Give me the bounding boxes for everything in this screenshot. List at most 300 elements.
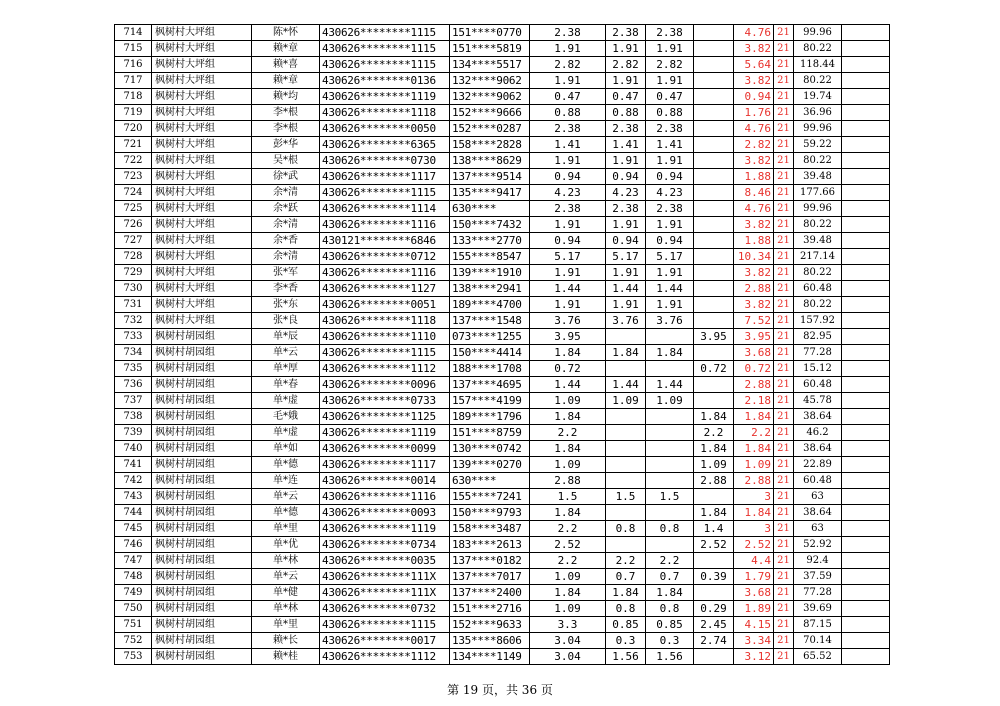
village-group-cell: 枫树村大坪组 bbox=[152, 217, 252, 233]
table-row bbox=[115, 409, 890, 425]
note-cell bbox=[842, 633, 890, 649]
phone-cell: 137****9514 bbox=[450, 169, 530, 185]
area-c-cell bbox=[694, 185, 734, 201]
row-number-cell: 727 bbox=[115, 233, 152, 249]
rate-cell: 21 bbox=[774, 217, 794, 233]
table-row bbox=[115, 345, 890, 361]
area-b-cell: 0.47 bbox=[646, 89, 694, 105]
area-c-cell: 1.84 bbox=[694, 409, 734, 425]
area-cell: 5.17 bbox=[530, 249, 606, 265]
rate-cell: 21 bbox=[774, 313, 794, 329]
total-area-cell: 1.79 bbox=[734, 569, 774, 585]
table-row bbox=[115, 233, 890, 249]
rate-cell: 21 bbox=[774, 601, 794, 617]
amount-cell: 80.22 bbox=[794, 217, 842, 233]
area-cell: 0.72 bbox=[530, 361, 606, 377]
rate-cell: 21 bbox=[774, 201, 794, 217]
phone-cell: 132****9062 bbox=[450, 73, 530, 89]
area-b-cell: 1.44 bbox=[646, 377, 694, 393]
table-row bbox=[115, 169, 890, 185]
amount-cell: 80.22 bbox=[794, 265, 842, 281]
area-b-cell: 2.2 bbox=[646, 553, 694, 569]
note-cell bbox=[842, 409, 890, 425]
phone-cell: 073****1255 bbox=[450, 329, 530, 345]
name-cell: 单*德 bbox=[252, 505, 320, 521]
note-cell bbox=[842, 73, 890, 89]
rate-cell: 21 bbox=[774, 569, 794, 585]
area-c-cell bbox=[694, 57, 734, 73]
note-cell bbox=[842, 233, 890, 249]
name-cell: 单*连 bbox=[252, 473, 320, 489]
name-cell: 彭*华 bbox=[252, 137, 320, 153]
area-cell: 2.82 bbox=[530, 57, 606, 73]
area-b-cell bbox=[646, 505, 694, 521]
amount-cell: 39.48 bbox=[794, 233, 842, 249]
note-cell bbox=[842, 377, 890, 393]
area-c-cell bbox=[694, 137, 734, 153]
name-cell: 单*如 bbox=[252, 441, 320, 457]
rate-cell: 21 bbox=[774, 329, 794, 345]
village-group-cell: 枫树村胡园组 bbox=[152, 393, 252, 409]
id-number-cell: 430626********0734 bbox=[320, 537, 450, 553]
area-cell: 1.5 bbox=[530, 489, 606, 505]
village-group-cell: 枫树村胡园组 bbox=[152, 425, 252, 441]
area-c-cell bbox=[694, 73, 734, 89]
area-cell: 1.84 bbox=[530, 441, 606, 457]
village-group-cell: 枫树村胡园组 bbox=[152, 377, 252, 393]
phone-cell: 151****8759 bbox=[450, 425, 530, 441]
area-a-cell: 0.94 bbox=[606, 233, 646, 249]
name-cell: 赖*长 bbox=[252, 633, 320, 649]
table-row bbox=[115, 329, 890, 345]
row-number-cell: 750 bbox=[115, 601, 152, 617]
area-b-cell bbox=[646, 457, 694, 473]
name-cell: 余*清 bbox=[252, 185, 320, 201]
name-cell: 张*东 bbox=[252, 297, 320, 313]
village-group-cell: 枫树村胡园组 bbox=[152, 537, 252, 553]
area-b-cell: 0.94 bbox=[646, 169, 694, 185]
table-row bbox=[115, 649, 890, 665]
area-cell: 1.91 bbox=[530, 297, 606, 313]
id-number-cell: 430626********1117 bbox=[320, 457, 450, 473]
total-area-cell: 1.84 bbox=[734, 441, 774, 457]
area-b-cell: 1.91 bbox=[646, 73, 694, 89]
row-number-cell: 721 bbox=[115, 137, 152, 153]
area-cell: 1.91 bbox=[530, 217, 606, 233]
name-cell: 李*根 bbox=[252, 121, 320, 137]
id-number-cell: 430626********1119 bbox=[320, 425, 450, 441]
total-area-cell: 3.12 bbox=[734, 649, 774, 665]
note-cell bbox=[842, 617, 890, 633]
row-number-cell: 749 bbox=[115, 585, 152, 601]
amount-cell: 22.89 bbox=[794, 457, 842, 473]
village-group-cell: 枫树村大坪组 bbox=[152, 89, 252, 105]
note-cell bbox=[842, 201, 890, 217]
row-number-cell: 724 bbox=[115, 185, 152, 201]
area-c-cell: 1.84 bbox=[694, 441, 734, 457]
area-c-cell bbox=[694, 553, 734, 569]
note-cell bbox=[842, 281, 890, 297]
amount-cell: 39.48 bbox=[794, 169, 842, 185]
table-row bbox=[115, 521, 890, 537]
row-number-cell: 744 bbox=[115, 505, 152, 521]
note-cell bbox=[842, 393, 890, 409]
note-cell bbox=[842, 537, 890, 553]
total-area-cell: 1.88 bbox=[734, 233, 774, 249]
area-c-cell: 2.88 bbox=[694, 473, 734, 489]
phone-cell: 155****7241 bbox=[450, 489, 530, 505]
village-group-cell: 枫树村胡园组 bbox=[152, 569, 252, 585]
id-number-cell: 430626********1115 bbox=[320, 185, 450, 201]
table-row bbox=[115, 457, 890, 473]
village-group-cell: 枫树村胡园组 bbox=[152, 553, 252, 569]
table-row bbox=[115, 185, 890, 201]
row-number-cell: 739 bbox=[115, 425, 152, 441]
row-number-cell: 743 bbox=[115, 489, 152, 505]
note-cell bbox=[842, 121, 890, 137]
area-c-cell bbox=[694, 121, 734, 137]
amount-cell: 37.59 bbox=[794, 569, 842, 585]
amount-cell: 60.48 bbox=[794, 281, 842, 297]
rate-cell: 21 bbox=[774, 521, 794, 537]
total-area-cell: 4.76 bbox=[734, 201, 774, 217]
area-a-cell bbox=[606, 457, 646, 473]
row-number-cell: 730 bbox=[115, 281, 152, 297]
table-row bbox=[115, 281, 890, 297]
row-number-cell: 746 bbox=[115, 537, 152, 553]
village-group-cell: 枫树村胡园组 bbox=[152, 649, 252, 665]
row-number-cell: 729 bbox=[115, 265, 152, 281]
area-cell: 2.88 bbox=[530, 473, 606, 489]
area-a-cell bbox=[606, 537, 646, 553]
area-b-cell: 1.91 bbox=[646, 153, 694, 169]
note-cell bbox=[842, 569, 890, 585]
area-b-cell: 1.91 bbox=[646, 297, 694, 313]
name-cell: 李*香 bbox=[252, 281, 320, 297]
id-number-cell: 430626********0712 bbox=[320, 249, 450, 265]
area-b-cell: 2.38 bbox=[646, 25, 694, 41]
id-number-cell: 430626********1112 bbox=[320, 361, 450, 377]
total-area-cell: 3.34 bbox=[734, 633, 774, 649]
phone-cell: 134****1149 bbox=[450, 649, 530, 665]
id-number-cell: 430626********1115 bbox=[320, 25, 450, 41]
id-number-cell: 430626********0051 bbox=[320, 297, 450, 313]
amount-cell: 92.4 bbox=[794, 553, 842, 569]
amount-cell: 52.92 bbox=[794, 537, 842, 553]
village-group-cell: 枫树村大坪组 bbox=[152, 249, 252, 265]
name-cell: 单*健 bbox=[252, 585, 320, 601]
village-group-cell: 枫树村大坪组 bbox=[152, 297, 252, 313]
note-cell bbox=[842, 425, 890, 441]
area-c-cell: 0.39 bbox=[694, 569, 734, 585]
area-a-cell: 1.09 bbox=[606, 393, 646, 409]
area-a-cell: 1.91 bbox=[606, 41, 646, 57]
row-number-cell: 718 bbox=[115, 89, 152, 105]
name-cell: 单*里 bbox=[252, 617, 320, 633]
area-c-cell bbox=[694, 169, 734, 185]
total-area-cell: 3 bbox=[734, 489, 774, 505]
table-row bbox=[115, 633, 890, 649]
village-group-cell: 枫树村胡园组 bbox=[152, 633, 252, 649]
note-cell bbox=[842, 313, 890, 329]
name-cell: 赖*均 bbox=[252, 89, 320, 105]
amount-cell: 99.96 bbox=[794, 121, 842, 137]
area-b-cell: 0.8 bbox=[646, 521, 694, 537]
name-cell: 单*优 bbox=[252, 537, 320, 553]
area-a-cell: 1.91 bbox=[606, 217, 646, 233]
area-a-cell: 0.47 bbox=[606, 89, 646, 105]
area-cell: 2.2 bbox=[530, 553, 606, 569]
table-row bbox=[115, 617, 890, 633]
id-number-cell: 430626********0014 bbox=[320, 473, 450, 489]
area-c-cell: 2.52 bbox=[694, 537, 734, 553]
amount-cell: 217.14 bbox=[794, 249, 842, 265]
note-cell bbox=[842, 153, 890, 169]
name-cell: 单*虚 bbox=[252, 393, 320, 409]
row-number-cell: 752 bbox=[115, 633, 152, 649]
page-footer: 第 19 页，共 36 页 bbox=[447, 683, 553, 697]
area-cell: 1.09 bbox=[530, 601, 606, 617]
row-number-cell: 738 bbox=[115, 409, 152, 425]
total-area-cell: 2.52 bbox=[734, 537, 774, 553]
area-c-cell bbox=[694, 297, 734, 313]
area-b-cell: 1.91 bbox=[646, 41, 694, 57]
area-a-cell: 0.3 bbox=[606, 633, 646, 649]
phone-cell: 152****9633 bbox=[450, 617, 530, 633]
area-b-cell: 0.88 bbox=[646, 105, 694, 121]
amount-cell: 99.96 bbox=[794, 25, 842, 41]
rate-cell: 21 bbox=[774, 537, 794, 553]
area-c-cell: 1.09 bbox=[694, 457, 734, 473]
phone-cell: 135****9417 bbox=[450, 185, 530, 201]
table-row bbox=[115, 121, 890, 137]
name-cell: 余*清 bbox=[252, 249, 320, 265]
phone-cell: 150****4414 bbox=[450, 345, 530, 361]
area-b-cell bbox=[646, 537, 694, 553]
rate-cell: 21 bbox=[774, 393, 794, 409]
id-number-cell: 430626********0035 bbox=[320, 553, 450, 569]
id-number-cell: 430626********1115 bbox=[320, 41, 450, 57]
area-b-cell: 2.82 bbox=[646, 57, 694, 73]
name-cell: 单*辰 bbox=[252, 329, 320, 345]
village-group-cell: 枫树村胡园组 bbox=[152, 617, 252, 633]
area-b-cell: 1.84 bbox=[646, 585, 694, 601]
village-group-cell: 枫树村胡园组 bbox=[152, 441, 252, 457]
area-cell: 1.84 bbox=[530, 505, 606, 521]
amount-cell: 46.2 bbox=[794, 425, 842, 441]
area-b-cell: 0.8 bbox=[646, 601, 694, 617]
area-cell: 1.09 bbox=[530, 393, 606, 409]
note-cell bbox=[842, 297, 890, 313]
row-number-cell: 716 bbox=[115, 57, 152, 73]
area-c-cell bbox=[694, 345, 734, 361]
area-cell: 1.44 bbox=[530, 377, 606, 393]
area-cell: 2.2 bbox=[530, 521, 606, 537]
row-number-cell: 720 bbox=[115, 121, 152, 137]
area-cell: 1.44 bbox=[530, 281, 606, 297]
area-c-cell bbox=[694, 25, 734, 41]
area-c-cell bbox=[694, 153, 734, 169]
phone-cell: 137****7017 bbox=[450, 569, 530, 585]
area-a-cell bbox=[606, 505, 646, 521]
village-group-cell: 枫树村胡园组 bbox=[152, 409, 252, 425]
note-cell bbox=[842, 217, 890, 233]
id-number-cell: 430626********1115 bbox=[320, 345, 450, 361]
table-row bbox=[115, 73, 890, 89]
table-row bbox=[115, 601, 890, 617]
amount-cell: 36.96 bbox=[794, 105, 842, 121]
id-number-cell: 430626********0136 bbox=[320, 73, 450, 89]
note-cell bbox=[842, 249, 890, 265]
name-cell: 单*林 bbox=[252, 553, 320, 569]
village-group-cell: 枫树村胡园组 bbox=[152, 521, 252, 537]
area-b-cell: 0.85 bbox=[646, 617, 694, 633]
village-group-cell: 枫树村大坪组 bbox=[152, 313, 252, 329]
area-cell: 1.09 bbox=[530, 457, 606, 473]
village-group-cell: 枫树村大坪组 bbox=[152, 73, 252, 89]
phone-cell: 155****8547 bbox=[450, 249, 530, 265]
amount-cell: 60.48 bbox=[794, 473, 842, 489]
village-group-cell: 枫树村胡园组 bbox=[152, 505, 252, 521]
area-b-cell: 1.09 bbox=[646, 393, 694, 409]
total-area-cell: 2.82 bbox=[734, 137, 774, 153]
phone-cell: 137****0182 bbox=[450, 553, 530, 569]
id-number-cell: 430626********1110 bbox=[320, 329, 450, 345]
id-number-cell: 430626********111X bbox=[320, 585, 450, 601]
phone-cell: 137****2400 bbox=[450, 585, 530, 601]
area-a-cell: 1.91 bbox=[606, 73, 646, 89]
rate-cell: 21 bbox=[774, 25, 794, 41]
total-area-cell: 2.88 bbox=[734, 377, 774, 393]
area-cell: 1.84 bbox=[530, 409, 606, 425]
area-c-cell bbox=[694, 265, 734, 281]
area-c-cell bbox=[694, 217, 734, 233]
id-number-cell: 430626********1115 bbox=[320, 57, 450, 73]
table-row bbox=[115, 201, 890, 217]
area-a-cell: 1.91 bbox=[606, 153, 646, 169]
area-cell: 3.04 bbox=[530, 649, 606, 665]
table-row bbox=[115, 313, 890, 329]
id-number-cell: 430626********1116 bbox=[320, 217, 450, 233]
phone-cell: 134****5517 bbox=[450, 57, 530, 73]
area-a-cell: 4.23 bbox=[606, 185, 646, 201]
name-cell: 单*云 bbox=[252, 345, 320, 361]
total-area-cell: 2.2 bbox=[734, 425, 774, 441]
area-b-cell: 2.38 bbox=[646, 201, 694, 217]
id-number-cell: 430626********111X bbox=[320, 569, 450, 585]
area-cell: 4.23 bbox=[530, 185, 606, 201]
area-a-cell bbox=[606, 329, 646, 345]
area-b-cell: 5.17 bbox=[646, 249, 694, 265]
id-number-cell: 430626********0096 bbox=[320, 377, 450, 393]
area-a-cell: 0.88 bbox=[606, 105, 646, 121]
row-number-cell: 740 bbox=[115, 441, 152, 457]
area-c-cell bbox=[694, 393, 734, 409]
area-cell: 1.84 bbox=[530, 585, 606, 601]
area-cell: 1.84 bbox=[530, 345, 606, 361]
name-cell: 单*云 bbox=[252, 569, 320, 585]
table-row bbox=[115, 41, 890, 57]
table-row bbox=[115, 153, 890, 169]
area-cell: 1.91 bbox=[530, 73, 606, 89]
amount-cell: 80.22 bbox=[794, 153, 842, 169]
table-row bbox=[115, 585, 890, 601]
area-c-cell: 1.84 bbox=[694, 505, 734, 521]
area-cell: 2.52 bbox=[530, 537, 606, 553]
rate-cell: 21 bbox=[774, 633, 794, 649]
id-number-cell: 430626********0093 bbox=[320, 505, 450, 521]
table-row bbox=[115, 89, 890, 105]
phone-cell: 133****2770 bbox=[450, 233, 530, 249]
amount-cell: 87.15 bbox=[794, 617, 842, 633]
id-number-cell: 430121********6846 bbox=[320, 233, 450, 249]
area-a-cell bbox=[606, 409, 646, 425]
area-c-cell bbox=[694, 105, 734, 121]
area-b-cell: 1.91 bbox=[646, 265, 694, 281]
area-cell: 1.41 bbox=[530, 137, 606, 153]
note-cell bbox=[842, 105, 890, 121]
id-number-cell: 430626********1116 bbox=[320, 265, 450, 281]
note-cell bbox=[842, 89, 890, 105]
total-area-cell: 0.72 bbox=[734, 361, 774, 377]
id-number-cell: 430626********1125 bbox=[320, 409, 450, 425]
id-number-cell: 430626********0017 bbox=[320, 633, 450, 649]
area-a-cell: 2.38 bbox=[606, 201, 646, 217]
id-number-cell: 430626********1115 bbox=[320, 617, 450, 633]
total-area-cell: 2.88 bbox=[734, 473, 774, 489]
village-group-cell: 枫树村胡园组 bbox=[152, 601, 252, 617]
area-a-cell: 1.91 bbox=[606, 265, 646, 281]
table-row bbox=[115, 441, 890, 457]
table-row bbox=[115, 569, 890, 585]
total-area-cell: 1.09 bbox=[734, 457, 774, 473]
table-row bbox=[115, 393, 890, 409]
id-number-cell: 430626********1114 bbox=[320, 201, 450, 217]
total-area-cell: 2.18 bbox=[734, 393, 774, 409]
row-number-cell: 717 bbox=[115, 73, 152, 89]
area-c-cell bbox=[694, 585, 734, 601]
area-c-cell: 2.74 bbox=[694, 633, 734, 649]
amount-cell: 15.12 bbox=[794, 361, 842, 377]
amount-cell: 63 bbox=[794, 521, 842, 537]
total-area-cell: 3.82 bbox=[734, 41, 774, 57]
name-cell: 陈*怀 bbox=[252, 25, 320, 41]
table-row bbox=[115, 217, 890, 233]
village-group-cell: 枫树村大坪组 bbox=[152, 25, 252, 41]
table-row bbox=[115, 505, 890, 521]
row-number-cell: 748 bbox=[115, 569, 152, 585]
area-c-cell bbox=[694, 41, 734, 57]
amount-cell: 38.64 bbox=[794, 441, 842, 457]
village-group-cell: 枫树村胡园组 bbox=[152, 361, 252, 377]
phone-cell: 150****9793 bbox=[450, 505, 530, 521]
table-row bbox=[115, 425, 890, 441]
row-number-cell: 725 bbox=[115, 201, 152, 217]
area-a-cell: 0.7 bbox=[606, 569, 646, 585]
area-b-cell bbox=[646, 425, 694, 441]
id-number-cell: 430626********1118 bbox=[320, 105, 450, 121]
rate-cell: 21 bbox=[774, 361, 794, 377]
rate-cell: 21 bbox=[774, 233, 794, 249]
phone-cell: 151****0770 bbox=[450, 25, 530, 41]
area-c-cell: 2.2 bbox=[694, 425, 734, 441]
area-a-cell: 3.76 bbox=[606, 313, 646, 329]
rate-cell: 21 bbox=[774, 297, 794, 313]
amount-cell: 77.28 bbox=[794, 345, 842, 361]
area-cell: 3.3 bbox=[530, 617, 606, 633]
area-b-cell: 3.76 bbox=[646, 313, 694, 329]
total-area-cell: 4.15 bbox=[734, 617, 774, 633]
